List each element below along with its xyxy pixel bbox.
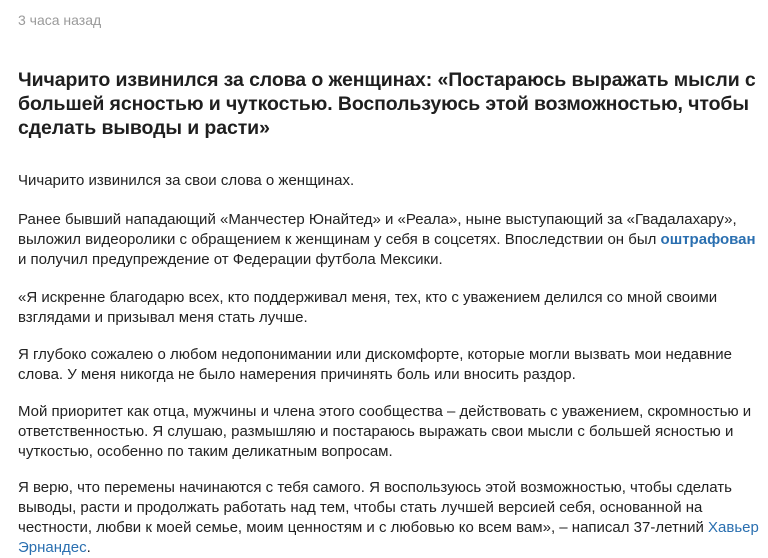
article-paragraph-6 [18,478,760,558]
javier-hernandez-link[interactable]: Хавьер Эрнандес [18,519,759,556]
article-paragraph-3: «Я искренне благодарю всех, кто поддерживал меня, тех, кто с уважением делился со мной своими взглядами и призывал меня стать лучше. [18,289,718,326]
paragraph-2-text-end: и получил предупреждение от Федерации футбола Мексики. [18,251,443,268]
article-paragraph-4: Я глубоко сожалею о любом недопонимании или дискомфорте, которые могли вызвать мои недавние слова. У меня никогда не было намерения причинять боль или вносить раздор. [18,346,732,383]
paragraph-6-text-end: . [86,539,91,556]
paragraph-6-text-start: Я верю, что перемены начинаются с тебя самого. Я воспользуюсь этой возможностью, чтобы сделать выводы, расти и продолжать работать над тем, чтобы стать лучшей версией себя, основанной на честности, любви к моей семье, моим ценностям и с любовью ко всем вам», – написал 37-летний [18,479,732,536]
article-timestamp: 3 часа назад [18,12,102,28]
article-paragraph-2 [18,210,760,270]
fined-link[interactable]: оштрафован [660,231,756,248]
paragraph-2-text-start: Ранее бывший нападающий «Манчестер Юнайтед» и «Реала», ныне выступающий за «Гвадалахару», выложил видеоролики с обращением к женщинам у себя в соцсетях. Впоследствии он был [18,211,737,248]
article-paragraph-5: Мой приоритет как отца, мужчины и члена этого сообщества – действовать с уважением, скромностью и ответственностью. Я слушаю, размышляю и постараюсь выражать свои мысли с большей ясностью и чуткостью, особенно по таким деликатным вопросам. [18,403,752,460]
article-paragraph-1: Чичарито извинился за свои слова о женщинах. [18,172,355,189]
article-title: Чичарито извинился за слова о женщинах: «Постараюсь выражать мысли с большей ясностью и чуткостью. Воспользуюсь этой возможностью, чтобы сделать выводы и расти» [18,69,756,139]
